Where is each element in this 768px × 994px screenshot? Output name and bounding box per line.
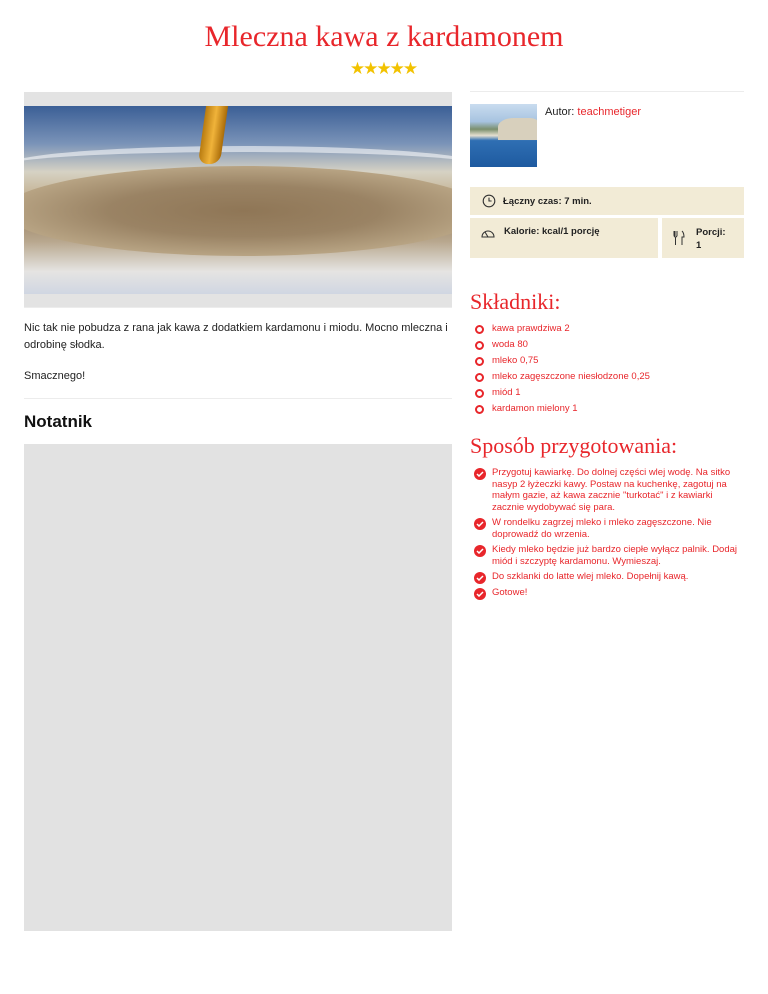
recipe-description (24, 320, 452, 399)
step-item[interactable]: Kiedy mleko będzie już bardzo ciepłe wyłącz palnik. Dodaj miód i szczyptę kardamonu. Wymieszaj. (474, 544, 738, 567)
gauge-icon (480, 226, 496, 243)
step-item[interactable]: Do szklanki do latte wlej mleko. Dopełnij kawą. (474, 571, 738, 583)
check-circle-icon (474, 572, 486, 584)
ring-icon (475, 389, 484, 398)
ring-icon (475, 373, 484, 382)
ingredients-list (474, 321, 650, 417)
total-time-text: Łączny czas: 7 min. (503, 196, 592, 207)
check-circle-icon (474, 518, 486, 530)
ingredient-item[interactable]: mleko zagęszczone niesłodzone 0,25 (474, 369, 650, 385)
divider (24, 307, 452, 308)
total-time-box (470, 187, 744, 215)
clock-icon (482, 194, 496, 211)
servings-value: 1 (696, 240, 702, 251)
recipe-photo (24, 92, 452, 308)
description-paragraph: Nic tak nie pobudza z rana jak kawa z dodatkiem kardamonu i miodu. Mocno mleczna i odrobinę słodka. (24, 322, 448, 351)
ingredient-item[interactable]: kardamon mielony 1 (474, 401, 650, 417)
check-circle-icon (474, 545, 486, 557)
cutlery-icon (673, 230, 685, 249)
ingredient-item[interactable]: kawa prawdziwa 2 (474, 321, 650, 337)
calories-box (470, 218, 658, 258)
ingredient-item[interactable]: mleko 0,75 (474, 353, 650, 369)
step-item[interactable]: Przygotuj kawiarkę. Do dolnej części wlej wodę. Na sitko nasyp 2 łyżeczki kawy. Postaw na kuchenkę, zagotuj na małym gazie, aż kawa zacznie "turkotać" i z kawiarki zacznie wydobywać się para. (474, 467, 738, 513)
author-avatar[interactable] (470, 104, 537, 167)
ingredient-item[interactable]: woda 80 (474, 337, 650, 353)
ring-icon (475, 341, 484, 350)
divider (470, 91, 744, 92)
check-circle-icon (474, 588, 486, 600)
preparation-heading: Sposób przygotowania: (470, 433, 678, 458)
ring-icon (475, 325, 484, 334)
notes-heading: Notatnik (24, 412, 92, 431)
description-paragraph: Smacznego! (24, 370, 86, 382)
ring-icon (475, 357, 484, 366)
calories-text: Kalorie: kcal/1 porcję (504, 226, 600, 237)
ring-icon (475, 405, 484, 414)
author-line (545, 106, 641, 118)
check-circle-icon (474, 468, 486, 480)
star-icon[interactable]: ★ (363, 59, 379, 78)
preparation-steps (474, 467, 738, 602)
star-icon[interactable]: ★ (402, 59, 419, 78)
coffee-photo-image (24, 106, 452, 294)
notes-area[interactable] (24, 444, 452, 931)
servings-text (696, 226, 726, 252)
ingredients-heading: Składniki: (470, 289, 561, 314)
star-icon[interactable]: ★ (389, 59, 405, 78)
divider (24, 398, 452, 399)
step-item[interactable]: Gotowe! (474, 587, 738, 599)
author-link[interactable]: teachmetiger (577, 106, 642, 118)
star-icon[interactable]: ★ (376, 59, 392, 78)
author-label: Autor: (545, 106, 575, 118)
servings-label: Porcji: (696, 227, 726, 238)
recipe-title: Mleczna kawa z kardamonem (204, 20, 564, 53)
servings-box (662, 218, 744, 258)
step-item[interactable]: W rondelku zagrzej mleko i mleko zagęszczone. Nie doprowadź do wrzenia. (474, 517, 738, 540)
ingredient-item[interactable]: miód 1 (474, 385, 650, 401)
star-icon[interactable]: ★ (349, 59, 366, 78)
rating-stars[interactable] (0, 60, 768, 79)
